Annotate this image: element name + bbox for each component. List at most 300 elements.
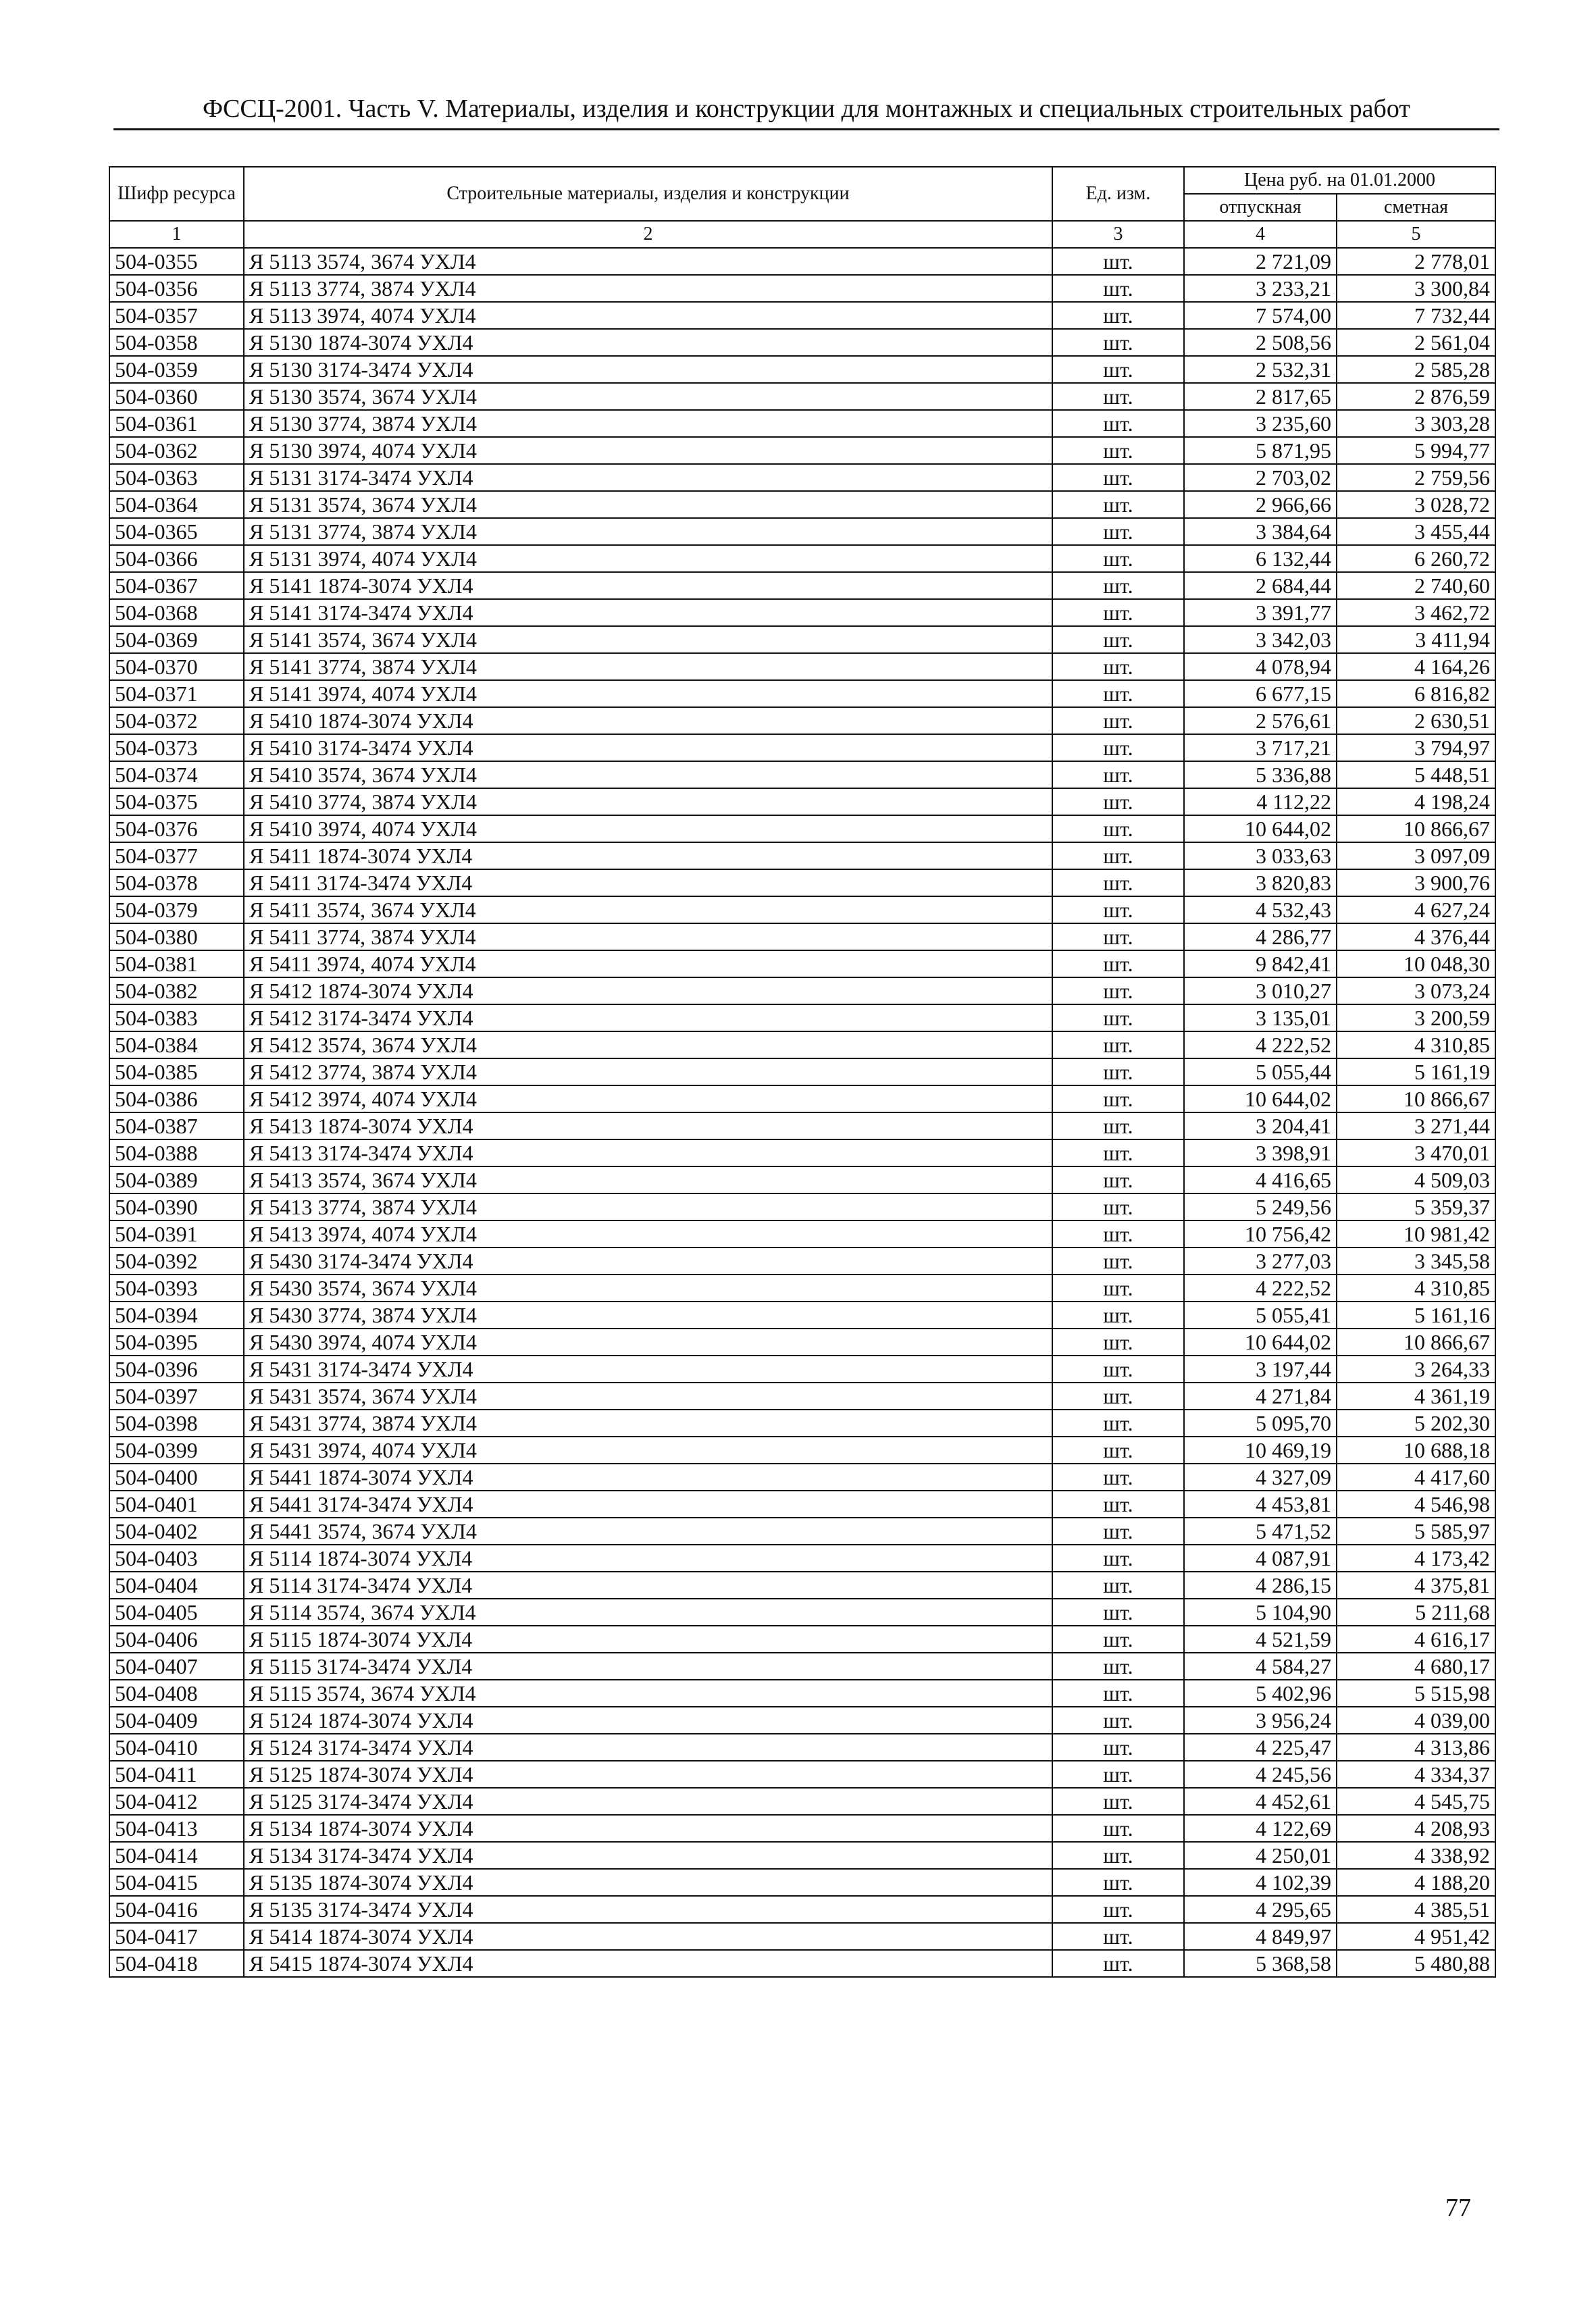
material-name: Я 5131 3574, 3674 УХЛ4 xyxy=(244,491,1052,518)
resource-code: 504-0363 xyxy=(109,464,244,491)
unit: шт. xyxy=(1052,1139,1184,1166)
material-name: Я 5134 3174-3474 УХЛ4 xyxy=(244,1842,1052,1869)
unit: шт. xyxy=(1052,1112,1184,1139)
unit: шт. xyxy=(1052,1166,1184,1193)
release-price: 2 703,02 xyxy=(1184,464,1337,491)
table-row xyxy=(109,1329,1495,1356)
release-price: 5 402,96 xyxy=(1184,1680,1337,1707)
estimate-price: 3 264,33 xyxy=(1337,1356,1495,1383)
table-row xyxy=(109,734,1495,761)
material-name: Я 5113 3774, 3874 УХЛ4 xyxy=(244,275,1052,302)
estimate-price: 3 303,28 xyxy=(1337,410,1495,437)
material-name: Я 5115 3174-3474 УХЛ4 xyxy=(244,1653,1052,1680)
material-name: Я 5130 3174-3474 УХЛ4 xyxy=(244,356,1052,383)
unit: шт. xyxy=(1052,1788,1184,1815)
material-name: Я 5114 3574, 3674 УХЛ4 xyxy=(244,1599,1052,1626)
unit: шт. xyxy=(1052,1680,1184,1707)
estimate-price: 4 361,19 xyxy=(1337,1383,1495,1410)
material-name: Я 5430 3774, 3874 УХЛ4 xyxy=(244,1302,1052,1329)
table-row xyxy=(109,1275,1495,1302)
release-price: 5 368,58 xyxy=(1184,1950,1337,1977)
release-price: 5 336,88 xyxy=(1184,761,1337,788)
unit: шт. xyxy=(1052,1356,1184,1383)
estimate-price: 2 778,01 xyxy=(1337,248,1495,275)
estimate-price: 6 816,82 xyxy=(1337,680,1495,707)
material-name: Я 5430 3974, 4074 УХЛ4 xyxy=(244,1329,1052,1356)
resource-code: 504-0378 xyxy=(109,869,244,896)
release-price: 9 842,41 xyxy=(1184,950,1337,977)
resource-code: 504-0399 xyxy=(109,1437,244,1464)
release-price: 10 644,02 xyxy=(1184,1329,1337,1356)
release-price: 3 233,21 xyxy=(1184,275,1337,302)
resource-code: 504-0393 xyxy=(109,1275,244,1302)
release-price: 3 820,83 xyxy=(1184,869,1337,896)
column-number: 5 xyxy=(1337,221,1495,248)
table-row xyxy=(109,1058,1495,1085)
material-name: Я 5441 3174-3474 УХЛ4 xyxy=(244,1491,1052,1518)
header-unit xyxy=(1052,167,1184,221)
table-row xyxy=(109,1653,1495,1680)
unit: шт. xyxy=(1052,275,1184,302)
estimate-price: 4 546,98 xyxy=(1337,1491,1495,1518)
release-price: 4 452,61 xyxy=(1184,1788,1337,1815)
resource-code: 504-0373 xyxy=(109,734,244,761)
resource-code: 504-0369 xyxy=(109,626,244,653)
material-name: Я 5431 3174-3474 УХЛ4 xyxy=(244,1356,1052,1383)
unit: шт. xyxy=(1052,518,1184,545)
resource-code: 504-0380 xyxy=(109,923,244,950)
table-header xyxy=(109,167,1495,248)
release-price: 6 132,44 xyxy=(1184,545,1337,572)
resource-code: 504-0385 xyxy=(109,1058,244,1085)
release-price: 3 398,91 xyxy=(1184,1139,1337,1166)
release-price: 4 122,69 xyxy=(1184,1815,1337,1842)
table-row xyxy=(109,653,1495,680)
resource-code: 504-0367 xyxy=(109,572,244,599)
material-name: Я 5141 3174-3474 УХЛ4 xyxy=(244,599,1052,626)
unit: шт. xyxy=(1052,356,1184,383)
material-name: Я 5141 3574, 3674 УХЛ4 xyxy=(244,626,1052,653)
resource-code: 504-0394 xyxy=(109,1302,244,1329)
resource-code: 504-0410 xyxy=(109,1734,244,1761)
table-row xyxy=(109,302,1495,329)
release-price: 10 644,02 xyxy=(1184,815,1337,842)
table-row xyxy=(109,248,1495,275)
release-price: 4 295,65 xyxy=(1184,1896,1337,1923)
table-row xyxy=(109,923,1495,950)
unit: шт. xyxy=(1052,734,1184,761)
material-name: Я 5412 3774, 3874 УХЛ4 xyxy=(244,1058,1052,1085)
estimate-price: 4 338,92 xyxy=(1337,1842,1495,1869)
estimate-price: 10 866,67 xyxy=(1337,1085,1495,1112)
release-price: 3 033,63 xyxy=(1184,842,1337,869)
unit: шт. xyxy=(1052,950,1184,977)
table-row xyxy=(109,1383,1495,1410)
estimate-price: 4 385,51 xyxy=(1337,1896,1495,1923)
resource-code: 504-0398 xyxy=(109,1410,244,1437)
material-name: Я 5431 3974, 4074 УХЛ4 xyxy=(244,1437,1052,1464)
table-row xyxy=(109,356,1495,383)
price-table xyxy=(109,166,1496,1978)
table-row xyxy=(109,842,1495,869)
estimate-price: 5 161,16 xyxy=(1337,1302,1495,1329)
estimate-price: 5 448,51 xyxy=(1337,761,1495,788)
estimate-price: 4 545,75 xyxy=(1337,1788,1495,1815)
material-name: Я 5130 3974, 4074 УХЛ4 xyxy=(244,437,1052,464)
material-name: Я 5114 1874-3074 УХЛ4 xyxy=(244,1545,1052,1572)
estimate-price: 6 260,72 xyxy=(1337,545,1495,572)
column-number: 1 xyxy=(109,221,244,248)
estimate-price: 3 411,94 xyxy=(1337,626,1495,653)
table-row xyxy=(109,329,1495,356)
release-price: 4 102,39 xyxy=(1184,1869,1337,1896)
material-name: Я 5141 1874-3074 УХЛ4 xyxy=(244,572,1052,599)
estimate-price: 4 680,17 xyxy=(1337,1653,1495,1680)
unit: шт. xyxy=(1052,1518,1184,1545)
material-name: Я 5411 3774, 3874 УХЛ4 xyxy=(244,923,1052,950)
header-unit-label: Ед. изм. xyxy=(1085,183,1151,204)
release-price: 10 644,02 xyxy=(1184,1085,1337,1112)
material-name: Я 5412 3174-3474 УХЛ4 xyxy=(244,1004,1052,1031)
release-price: 5 249,56 xyxy=(1184,1193,1337,1220)
table-row xyxy=(109,491,1495,518)
unit: шт. xyxy=(1052,1923,1184,1950)
estimate-price: 4 164,26 xyxy=(1337,653,1495,680)
release-price: 2 684,44 xyxy=(1184,572,1337,599)
estimate-price: 3 455,44 xyxy=(1337,518,1495,545)
material-name: Я 5131 3774, 3874 УХЛ4 xyxy=(244,518,1052,545)
resource-code: 504-0414 xyxy=(109,1842,244,1869)
unit: шт. xyxy=(1052,923,1184,950)
unit: шт. xyxy=(1052,464,1184,491)
resource-code: 504-0359 xyxy=(109,356,244,383)
material-name: Я 5131 3974, 4074 УХЛ4 xyxy=(244,545,1052,572)
release-price: 4 222,52 xyxy=(1184,1275,1337,1302)
estimate-price: 5 585,97 xyxy=(1337,1518,1495,1545)
unit: шт. xyxy=(1052,626,1184,653)
unit: шт. xyxy=(1052,680,1184,707)
resource-code: 504-0383 xyxy=(109,1004,244,1031)
unit: шт. xyxy=(1052,1302,1184,1329)
unit: шт. xyxy=(1052,761,1184,788)
estimate-price: 4 375,81 xyxy=(1337,1572,1495,1599)
unit: шт. xyxy=(1052,1220,1184,1248)
material-name: Я 5410 1874-3074 УХЛ4 xyxy=(244,707,1052,734)
resource-code: 504-0386 xyxy=(109,1085,244,1112)
unit: шт. xyxy=(1052,248,1184,275)
resource-code: 504-0412 xyxy=(109,1788,244,1815)
resource-code: 504-0357 xyxy=(109,302,244,329)
resource-code: 504-0376 xyxy=(109,815,244,842)
material-name: Я 5410 3574, 3674 УХЛ4 xyxy=(244,761,1052,788)
resource-code: 504-0408 xyxy=(109,1680,244,1707)
resource-code: 504-0382 xyxy=(109,977,244,1004)
resource-code: 504-0397 xyxy=(109,1383,244,1410)
estimate-price: 10 866,67 xyxy=(1337,815,1495,842)
unit: шт. xyxy=(1052,653,1184,680)
release-price: 5 104,90 xyxy=(1184,1599,1337,1626)
resource-code: 504-0409 xyxy=(109,1707,244,1734)
material-name: Я 5113 3974, 4074 УХЛ4 xyxy=(244,302,1052,329)
unit: шт. xyxy=(1052,1842,1184,1869)
unit: шт. xyxy=(1052,815,1184,842)
table-row xyxy=(109,1464,1495,1491)
unit: шт. xyxy=(1052,977,1184,1004)
release-price: 5 871,95 xyxy=(1184,437,1337,464)
table-row xyxy=(109,572,1495,599)
estimate-price: 3 300,84 xyxy=(1337,275,1495,302)
resource-code: 504-0405 xyxy=(109,1599,244,1626)
release-price: 2 576,61 xyxy=(1184,707,1337,734)
resource-code: 504-0391 xyxy=(109,1220,244,1248)
material-name: Я 5115 3574, 3674 УХЛ4 xyxy=(244,1680,1052,1707)
release-price: 2 966,66 xyxy=(1184,491,1337,518)
material-name: Я 5430 3174-3474 УХЛ4 xyxy=(244,1248,1052,1275)
resource-code: 504-0375 xyxy=(109,788,244,815)
resource-code: 504-0362 xyxy=(109,437,244,464)
table-row xyxy=(109,761,1495,788)
estimate-price: 2 630,51 xyxy=(1337,707,1495,734)
estimate-price: 4 208,93 xyxy=(1337,1815,1495,1842)
material-name: Я 5411 3574, 3674 УХЛ4 xyxy=(244,896,1052,923)
release-price: 4 225,47 xyxy=(1184,1734,1337,1761)
unit: шт. xyxy=(1052,1058,1184,1085)
estimate-price: 5 161,19 xyxy=(1337,1058,1495,1085)
estimate-price: 3 900,76 xyxy=(1337,869,1495,896)
resource-code: 504-0381 xyxy=(109,950,244,977)
header-divider xyxy=(113,128,1499,130)
table-row xyxy=(109,1139,1495,1166)
unit: шт. xyxy=(1052,1275,1184,1302)
unit: шт. xyxy=(1052,302,1184,329)
material-name: Я 5431 3774, 3874 УХЛ4 xyxy=(244,1410,1052,1437)
estimate-price: 2 876,59 xyxy=(1337,383,1495,410)
table-row xyxy=(109,896,1495,923)
material-name: Я 5410 3974, 4074 УХЛ4 xyxy=(244,815,1052,842)
release-price: 4 286,15 xyxy=(1184,1572,1337,1599)
material-name: Я 5413 1874-3074 УХЛ4 xyxy=(244,1112,1052,1139)
table-row xyxy=(109,1923,1495,1950)
unit: шт. xyxy=(1052,599,1184,626)
material-name: Я 5413 3174-3474 УХЛ4 xyxy=(244,1139,1052,1166)
table-row xyxy=(109,707,1495,734)
material-name: Я 5411 3974, 4074 УХЛ4 xyxy=(244,950,1052,977)
material-name: Я 5130 1874-3074 УХЛ4 xyxy=(244,329,1052,356)
resource-code: 504-0396 xyxy=(109,1356,244,1383)
release-price: 3 956,24 xyxy=(1184,1707,1337,1734)
table-row xyxy=(109,518,1495,545)
material-name: Я 5431 3574, 3674 УХЛ4 xyxy=(244,1383,1052,1410)
estimate-price: 4 334,37 xyxy=(1337,1761,1495,1788)
release-price: 2 508,56 xyxy=(1184,329,1337,356)
release-price: 3 277,03 xyxy=(1184,1248,1337,1275)
material-name: Я 5413 3574, 3674 УХЛ4 xyxy=(244,1166,1052,1193)
release-price: 4 087,91 xyxy=(1184,1545,1337,1572)
estimate-price: 3 028,72 xyxy=(1337,491,1495,518)
table-row xyxy=(109,1193,1495,1220)
table-row xyxy=(109,1491,1495,1518)
material-name: Я 5412 3974, 4074 УХЛ4 xyxy=(244,1085,1052,1112)
table-row xyxy=(109,275,1495,302)
release-price: 4 271,84 xyxy=(1184,1383,1337,1410)
unit: шт. xyxy=(1052,545,1184,572)
header-price-group: Цена руб. на 01.01.2000 xyxy=(1184,167,1495,194)
estimate-price: 10 981,42 xyxy=(1337,1220,1495,1248)
resource-code: 504-0400 xyxy=(109,1464,244,1491)
estimate-price: 2 740,60 xyxy=(1337,572,1495,599)
unit: шт. xyxy=(1052,1896,1184,1923)
table-row xyxy=(109,1410,1495,1437)
resource-code: 504-0372 xyxy=(109,707,244,734)
header-estimate-price: сметная xyxy=(1337,194,1495,221)
material-name: Я 5130 3774, 3874 УХЛ4 xyxy=(244,410,1052,437)
release-price: 5 471,52 xyxy=(1184,1518,1337,1545)
resource-code: 504-0355 xyxy=(109,248,244,275)
unit: шт. xyxy=(1052,1626,1184,1653)
header-release-price: отпускная xyxy=(1184,194,1337,221)
release-price: 3 384,64 xyxy=(1184,518,1337,545)
material-name: Я 5115 1874-3074 УХЛ4 xyxy=(244,1626,1052,1653)
unit: шт. xyxy=(1052,1707,1184,1734)
release-price: 3 204,41 xyxy=(1184,1112,1337,1139)
table-row xyxy=(109,1626,1495,1653)
material-name: Я 5134 1874-3074 УХЛ4 xyxy=(244,1815,1052,1842)
estimate-price: 5 359,37 xyxy=(1337,1193,1495,1220)
material-name: Я 5113 3574, 3674 УХЛ4 xyxy=(244,248,1052,275)
estimate-price: 2 561,04 xyxy=(1337,329,1495,356)
release-price: 3 197,44 xyxy=(1184,1356,1337,1383)
estimate-price: 4 188,20 xyxy=(1337,1869,1495,1896)
unit: шт. xyxy=(1052,1491,1184,1518)
table-row xyxy=(109,1356,1495,1383)
table-row xyxy=(109,869,1495,896)
estimate-price: 5 515,98 xyxy=(1337,1680,1495,1707)
unit: шт. xyxy=(1052,1815,1184,1842)
estimate-price: 4 627,24 xyxy=(1337,896,1495,923)
resource-code: 504-0366 xyxy=(109,545,244,572)
release-price: 4 453,81 xyxy=(1184,1491,1337,1518)
table-row xyxy=(109,1950,1495,1977)
resource-code: 504-0395 xyxy=(109,1329,244,1356)
unit: шт. xyxy=(1052,1383,1184,1410)
release-price: 4 849,97 xyxy=(1184,1923,1337,1950)
table-row xyxy=(109,599,1495,626)
unit: шт. xyxy=(1052,1248,1184,1275)
unit: шт. xyxy=(1052,572,1184,599)
table-row xyxy=(109,1085,1495,1112)
unit: шт. xyxy=(1052,1410,1184,1437)
material-name: Я 5125 1874-3074 УХЛ4 xyxy=(244,1761,1052,1788)
unit: шт. xyxy=(1052,1004,1184,1031)
resource-code: 504-0389 xyxy=(109,1166,244,1193)
resource-code: 504-0377 xyxy=(109,842,244,869)
material-name: Я 5441 3574, 3674 УХЛ4 xyxy=(244,1518,1052,1545)
resource-code: 504-0370 xyxy=(109,653,244,680)
resource-code: 504-0411 xyxy=(109,1761,244,1788)
release-price: 2 817,65 xyxy=(1184,383,1337,410)
header-code xyxy=(109,167,244,221)
resource-code: 504-0418 xyxy=(109,1950,244,1977)
unit: шт. xyxy=(1052,437,1184,464)
material-name: Я 5124 3174-3474 УХЛ4 xyxy=(244,1734,1052,1761)
estimate-price: 2 759,56 xyxy=(1337,464,1495,491)
estimate-price: 3 470,01 xyxy=(1337,1139,1495,1166)
unit: шт. xyxy=(1052,1329,1184,1356)
table-row xyxy=(109,815,1495,842)
release-price: 10 469,19 xyxy=(1184,1437,1337,1464)
release-price: 6 677,15 xyxy=(1184,680,1337,707)
unit: шт. xyxy=(1052,1653,1184,1680)
resource-code: 504-0360 xyxy=(109,383,244,410)
release-price: 3 391,77 xyxy=(1184,599,1337,626)
unit: шт. xyxy=(1052,1464,1184,1491)
resource-code: 504-0358 xyxy=(109,329,244,356)
estimate-price: 5 480,88 xyxy=(1337,1950,1495,1977)
resource-code: 504-0402 xyxy=(109,1518,244,1545)
estimate-price: 3 271,44 xyxy=(1337,1112,1495,1139)
estimate-price: 4 039,00 xyxy=(1337,1707,1495,1734)
material-name: Я 5412 3574, 3674 УХЛ4 xyxy=(244,1031,1052,1058)
table-row xyxy=(109,950,1495,977)
resource-code: 504-0392 xyxy=(109,1248,244,1275)
unit: шт. xyxy=(1052,896,1184,923)
resource-code: 504-0417 xyxy=(109,1923,244,1950)
table-row xyxy=(109,1572,1495,1599)
resource-code: 504-0416 xyxy=(109,1896,244,1923)
estimate-price: 3 462,72 xyxy=(1337,599,1495,626)
header-name: Строительные материалы, изделия и конструкции xyxy=(244,167,1052,221)
estimate-price: 4 173,42 xyxy=(1337,1545,1495,1572)
unit: шт. xyxy=(1052,1950,1184,1977)
table-body xyxy=(109,248,1495,1977)
header-code-label: Шифр ресурса xyxy=(118,183,236,204)
unit: шт. xyxy=(1052,869,1184,896)
unit: шт. xyxy=(1052,1761,1184,1788)
estimate-price: 7 732,44 xyxy=(1337,302,1495,329)
release-price: 4 532,43 xyxy=(1184,896,1337,923)
unit: шт. xyxy=(1052,1599,1184,1626)
resource-code: 504-0404 xyxy=(109,1572,244,1599)
release-price: 7 574,00 xyxy=(1184,302,1337,329)
table-row xyxy=(109,1815,1495,1842)
resource-code: 504-0413 xyxy=(109,1815,244,1842)
table-row xyxy=(109,1842,1495,1869)
material-name: Я 5130 3574, 3674 УХЛ4 xyxy=(244,383,1052,410)
resource-code: 504-0384 xyxy=(109,1031,244,1058)
table-row xyxy=(109,1166,1495,1193)
release-price: 2 532,31 xyxy=(1184,356,1337,383)
estimate-price: 5 211,68 xyxy=(1337,1599,1495,1626)
resource-code: 504-0407 xyxy=(109,1653,244,1680)
table-row xyxy=(109,464,1495,491)
release-price: 3 010,27 xyxy=(1184,977,1337,1004)
release-price: 5 055,41 xyxy=(1184,1302,1337,1329)
table-row xyxy=(109,545,1495,572)
material-name: Я 5410 3774, 3874 УХЛ4 xyxy=(244,788,1052,815)
table-row xyxy=(109,680,1495,707)
release-price: 5 095,70 xyxy=(1184,1410,1337,1437)
release-price: 5 055,44 xyxy=(1184,1058,1337,1085)
table-row xyxy=(109,410,1495,437)
estimate-price: 4 417,60 xyxy=(1337,1464,1495,1491)
material-name: Я 5411 1874-3074 УХЛ4 xyxy=(244,842,1052,869)
estimate-price: 3 097,09 xyxy=(1337,842,1495,869)
unit: шт. xyxy=(1052,329,1184,356)
resource-code: 504-0390 xyxy=(109,1193,244,1220)
unit: шт. xyxy=(1052,842,1184,869)
table-row xyxy=(109,1112,1495,1139)
table-row xyxy=(109,788,1495,815)
